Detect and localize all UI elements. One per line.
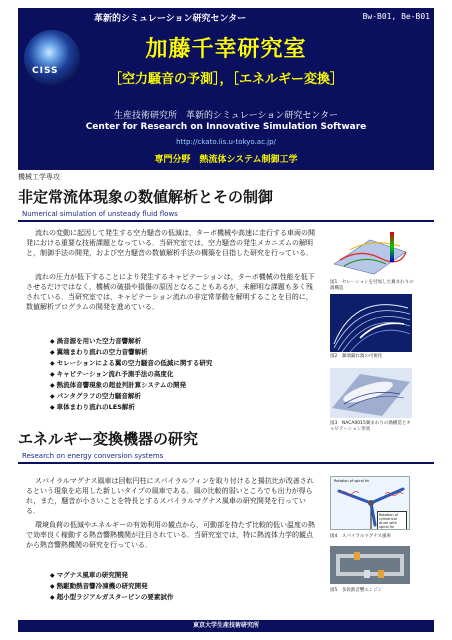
figure-2-tip-vortex [330, 294, 412, 352]
figure-5-caption: 図5 多段熱音響エンジン [330, 588, 383, 593]
section1-title: 非定常流体現象の数値解析とその制御 [18, 188, 274, 206]
list-item: ◆ 超小型ラジアルガスタービンの要素試作 [50, 592, 173, 603]
section1-paragraph-1: 流れの変動に起因して発生する空力騒音の低減は，ターボ機械や高速に走行する車両の開発における重要な技術課題となっている．当研究室では，空力騒音の発生メカニズムの解明と，制御手法の開発，および空力騒音の数値解析手法の構築を目指した研究を行っている． [26, 229, 315, 257]
footer-bar: 東京大学生産技術研究所 [18, 620, 434, 632]
lab-name: 加藤千幸研究室 [145, 37, 307, 62]
section1-paragraph-2: 流れの圧力が低下することにより発生するキャビテーションは，ターボ機械の性能を低下させるだけではなく，機械の破損や損傷の原因となることもあるが，未解明な課題も多く残されている．当研究室では，キャビテーション流れの非定常挙動を解明することを目的に，数値解析プログラムの開発を進めている． [26, 273, 315, 311]
figure-3-caption: 図3 NACA0015翼まわりの渦構造とキャビテーション形状 [330, 421, 411, 432]
section2-paragraph-2: 環境負荷の低減やエネルギーの有効利用の観点から，可動部を持たず比較的低い温度の熱で効率良く稼動する熱音響熱機関が注目されている．当研究室では，特に熱流体力学的観点から熱音響熱機関の研究を行っている． [26, 521, 315, 549]
header-panel [18, 28, 434, 170]
department-label: 機械工学専攻 [18, 173, 60, 181]
section2-rule [18, 462, 434, 464]
figure-2-caption: 図2 翼端漏れ渦の可視化 [330, 354, 383, 359]
section1-bullet-list [50, 336, 212, 413]
figure-4-caption: 図4 スパイラルマグナス風車 [330, 534, 392, 539]
institute-en: Center for Research on Innovative Simulation Software [85, 122, 367, 132]
figure-1-caption: 図1 セレーションを付加した翼まわりの渦構造 [330, 280, 414, 291]
list-item: ◆ マグナス風車の研究開発 [50, 570, 173, 581]
list-item: ◆ パンタグラフの空力騒音解析 [50, 391, 212, 402]
lab-url-link[interactable]: http://ckato.iis.u-tokyo.ac.jp/ [176, 138, 276, 146]
list-item: ◆ 熱流体音響現象の超並列計算システムの開発 [50, 380, 212, 391]
list-item: ◆ 渦音源を用いた空力音響解析 [50, 336, 212, 347]
center-name: 革新的シミュレーション研究センター [94, 14, 247, 24]
section2-title: エネルギー変換機器の研究 [18, 430, 199, 448]
section2-subtitle: Research on energy conversion systems [22, 452, 164, 460]
list-item: ◆ 熱駆動熱音響冷凍機の研究開発 [50, 581, 173, 592]
research-field: 専門分野 熱流体システム制御工学 [154, 155, 298, 165]
list-item: ◆ セレーションによる翼の空力騒音の低減に関する研究 [50, 358, 212, 369]
figure-4-label-side: Rotation of cylindrical drum with spiral fin [377, 511, 407, 530]
section2-bullet-list [50, 570, 173, 603]
institute-jp: 生産技術研究所 革新的シミュレーション研究センター [113, 111, 339, 121]
section2-paragraph-1: スパイラルマグナス風車は回転円柱にスパイラルフィンを取り付けると揚抗比が改善されるという現象を応用した新しいタイプの風車である．風の比較的弱いところでも出力が得られ，また，騒音が小さいことを特長とするスパイラルマグナス風車の研究開発を行っている． [26, 477, 314, 515]
booth-code: Bw-B01, Be-B01 [362, 12, 430, 21]
top-bar [18, 8, 434, 28]
figure-3-cavitation [330, 368, 412, 418]
list-item: ◆ 翼端まわり流れの空力音響解析 [50, 347, 212, 358]
logo-text: CISS [32, 66, 59, 76]
list-item: ◆ 車体まわり流れのLES解析 [50, 402, 212, 413]
figure-4-magnus-windmill [330, 476, 410, 530]
figure-5-thermoacoustic-engine [330, 546, 410, 584]
lab-subtitle: ［空力騒音の予測］，［エネルギー変換］ [108, 72, 343, 87]
figure-4-label-top: Rotation of spiral fin [334, 479, 370, 483]
section1-subtitle: Numerical simulation of unsteady fluid flows [22, 210, 178, 218]
section1-rule [18, 220, 434, 222]
list-item: ◆ キャビテーション流れ予測手法の高度化 [50, 369, 212, 380]
figure-1-serration-wing [330, 230, 410, 278]
